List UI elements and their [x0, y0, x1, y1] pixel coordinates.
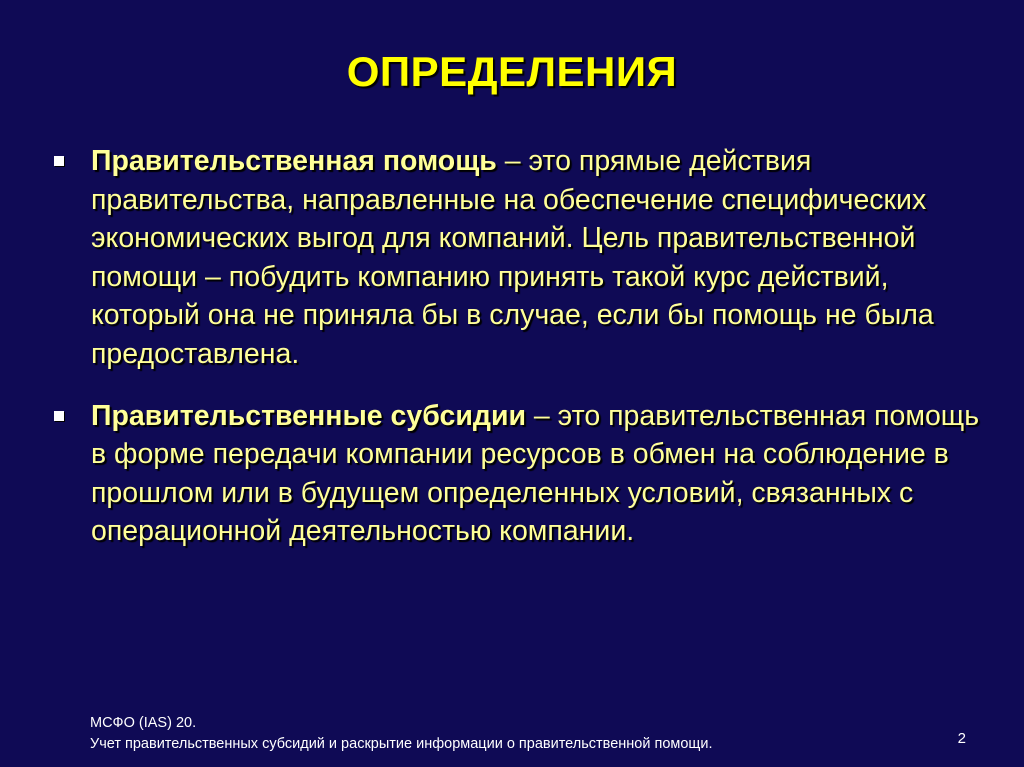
slide-title: ОПРЕДЕЛЕНИЯ — [346, 48, 678, 95]
footer-standard-title: Учет правительственных субсидий и раскрытие информации о правительственной помощи. — [90, 736, 713, 752]
square-bullet-icon — [54, 411, 64, 421]
square-bullet-icon — [54, 156, 64, 166]
footer-standard-code: МСФО (IAS) 20. — [90, 715, 197, 731]
term-government-grants: Правительственные субсидии — [91, 399, 526, 432]
definition-government-grants: – это правительственная помощь в форме передачи компании ресурсов в обмен на соблюдение в прошлом или в будущем определенных условий, связанных с операционной деятельностью компании. — [91, 399, 980, 548]
term-government-assistance: Правительственная помощь — [91, 145, 497, 177]
bullet-item-government-grants — [50, 397, 980, 551]
page-number: 2 — [957, 730, 966, 747]
definition-government-assistance: – это прямые действия правительства, направленные на обеспечение специфических экономических выгод для компаний. Цель правительственной помощи – побудить компанию принять такой курс действий, который она не приняла бы в случае, если бы помощь не была предоставлена. — [91, 145, 934, 370]
slide-body — [50, 142, 980, 574]
bullet-item-government-assistance — [50, 142, 980, 374]
slide-footer — [90, 713, 713, 755]
